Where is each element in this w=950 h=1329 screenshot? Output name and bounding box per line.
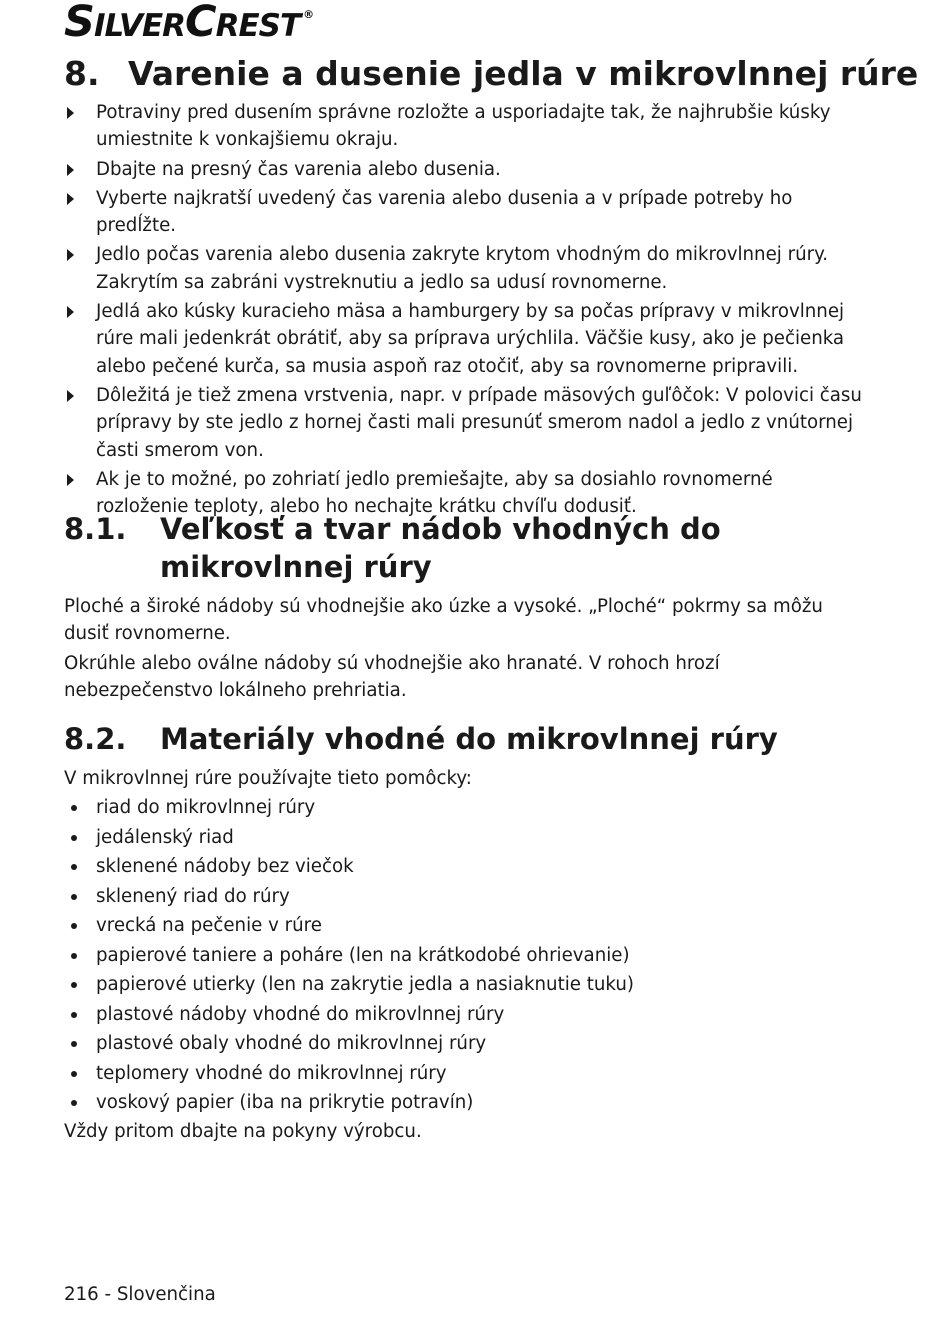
bullet-dot-icon [71,953,77,959]
bullet-dot-icon [71,1012,77,1018]
list-item-text: Dbajte na presný čas varenia alebo dusenia. [96,158,501,180]
bullet-dot-icon [71,1100,77,1106]
list-item-text: Potraviny pred dusením správne rozložte a usporiadajte tak, že najhrubšie kúsky umiestnite k vonkajšiemu okraju. [96,102,831,151]
list-item-text: plastové nádoby vhodné do mikrovlnnej rúry [96,1003,505,1025]
triangle-bullet-icon [67,249,74,261]
list-item-text: papierové utierky (len na zakrytie jedla a nasiaknutie tuku) [96,974,634,995]
list-item-text: Ak je to možné, po zohriatí jedlo premiešajte, aby sa dosiahlo rovnomerné rozloženie teploty, alebo ho nechajte krátku chvíľu dodusiť. [96,468,773,518]
registered-mark: ® [303,8,314,21]
list-item-text: teplomery vhodné do mikrovlnnej rúry [96,1062,447,1084]
section-title: Veľkosť a tvar nádob vhodných do mikrovlnnej rúry [160,512,721,584]
triangle-bullet-icon [67,306,74,318]
list-item-text: riad do mikrovlnnej rúry [96,797,316,818]
list-item-text: Jedlo počas varenia alebo dusenia zakryte krytom vhodným do mikrovlnnej rúry. Zakrytím sa zabráni vystreknutiu a jedlo sa udusí rovnomerne. [96,244,829,293]
bullet-dot-icon [71,923,77,929]
section-number: 8. [64,54,100,93]
brand-logo [64,0,314,47]
cooking-tips-list [64,99,864,522]
section-8-1-heading [64,510,864,586]
list-item [64,241,864,296]
logo-letter: C [185,0,216,47]
logo-letters: REST [215,8,301,44]
list-item-text: plastové obaly vhodné do mikrovlnnej rúry [96,1033,487,1054]
list-item [64,852,864,882]
paragraph: Vždy pritom dbajte na pokyny výrobcu. [64,1121,422,1142]
paragraph: V mikrovlnnej rúre používajte tieto pomôcky: [64,768,472,789]
list-item-text: voskový papier (iba na prikrytie potravín) [96,1092,474,1113]
list-item [64,941,864,971]
section-number: 8.1. [64,512,127,546]
list-item [64,298,864,380]
bullet-dot-icon [71,864,77,870]
bullet-dot-icon [71,982,77,988]
list-item [64,793,864,823]
bullet-dot-icon [71,1041,77,1047]
list-item-text: jedálenský riad [96,826,234,848]
list-item [64,99,864,154]
paragraph: Ploché a široké nádoby sú vhodnejšie ako úzke a vysoké. „Ploché“ pokrmy sa môžu dusiť rovnomerne. [64,596,823,645]
materials-list [64,793,864,1118]
bullet-dot-icon [71,1071,77,1077]
list-item-text: Vyberte najkratší uvedený čas varenia alebo dusenia a v prípade potreby ho predĺžte. [96,187,793,237]
triangle-bullet-icon [67,107,74,119]
list-item [64,382,864,464]
section-title: Materiály vhodné do mikrovlnnej rúry [160,722,778,756]
list-item-text: sklenené nádoby bez viečok [96,856,354,877]
list-item [64,970,864,1000]
list-item [64,185,864,240]
logo-letters: ILVER [93,8,186,44]
triangle-bullet-icon [67,193,74,205]
bullet-dot-icon [71,805,77,811]
section-title: Varenie a dusenie jedla v mikrovlnnej rúre [128,54,919,93]
list-item-text: vrecká na pečenie v rúre [96,915,322,936]
list-item [64,823,864,853]
triangle-bullet-icon [67,164,74,176]
list-item [64,1059,864,1089]
triangle-bullet-icon [67,390,74,402]
logo-letter: S [64,0,94,47]
list-item [64,156,864,183]
list-item-text: Dôležitá je tiež zmena vrstvenia, napr. v prípade mäsových guľôčok: V polovici času prípravy by ste jedlo z hornej časti mali presunúť smerom nadol a jedlo z vnútornej časti smerom von. [96,384,862,461]
section-8-2-heading [64,720,864,758]
list-item [64,1000,864,1030]
page-footer: 216 - Slovenčina [64,1284,216,1305]
section-number: 8.2. [64,722,127,756]
bullet-dot-icon [71,894,77,900]
list-item-text: papierové taniere a poháre (len na krátkodobé ohrievanie) [96,944,630,966]
list-item [64,882,864,912]
section-8-heading [64,52,918,96]
list-item-text: sklenený riad do rúry [96,885,290,907]
triangle-bullet-icon [67,474,74,486]
list-item [64,1029,864,1059]
list-item [64,1088,864,1118]
paragraph: Okrúhle alebo oválne nádoby sú vhodnejšie ako hranaté. V rohoch hrozí nebezpečenstvo lokálneho prehriatia. [64,653,720,702]
list-item-text: Jedlá ako kúsky kuracieho mäsa a hamburgery by sa počas prípravy v mikrovlnnej rúre mali jedenkrát obrátiť, aby sa príprava urýchlila. Väčšie kusy, ako je pečienka alebo pečené kurča, sa musia aspoň raz otočiť, aby sa rovnomerne pripravili. [96,301,845,377]
bullet-dot-icon [71,835,77,841]
list-item [64,911,864,941]
